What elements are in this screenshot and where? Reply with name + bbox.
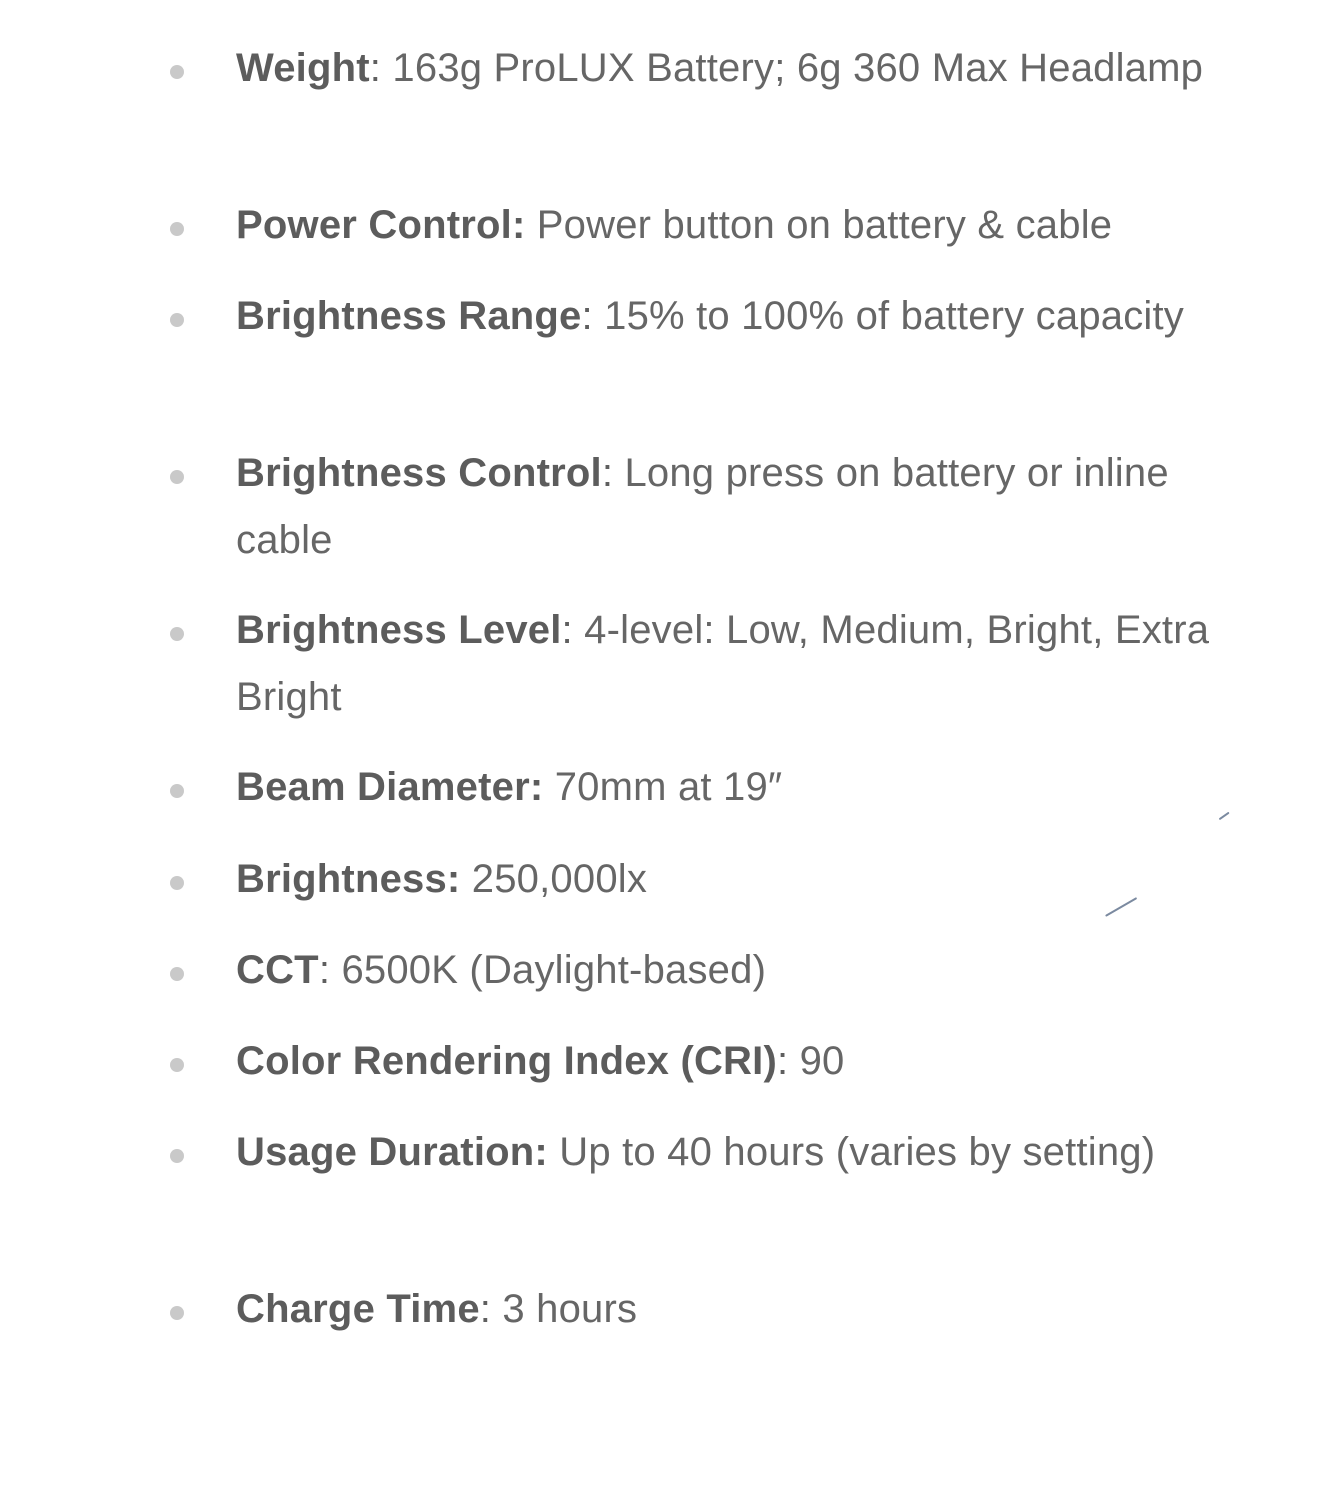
spec-item-brightness-range [236,283,1211,350]
spec-item-brightness [236,846,1211,913]
bullet-icon [170,1058,184,1072]
spec-label: Brightness: [236,857,461,901]
spec-item-brightness-control [236,440,1211,574]
spec-separator: : [776,1039,800,1083]
spec-value: 3 hours [502,1287,638,1331]
spec-item-power-control [236,192,1211,259]
spec-value: 90 [799,1039,845,1083]
spec-separator [548,1130,559,1174]
spec-item-weight [236,35,1211,102]
spec-separator: : [601,451,625,495]
stray-mark [1219,812,1230,820]
bullet-icon [170,222,184,236]
spec-value: 70mm at 19″ [554,765,783,809]
spec-separator [460,857,471,901]
spec-value: 6500K (Daylight-based) [341,948,767,992]
spec-value: 4-level: Low, Medium, Bright, Extra Bright [236,608,1210,719]
bullet-icon [170,65,184,79]
spec-label: Beam Diameter: [236,765,544,809]
spec-separator: : [369,46,393,90]
spec-label: Charge Time [236,1287,480,1331]
spec-label: Brightness Control [236,451,602,495]
bullet-icon [170,627,184,641]
spec-label: Color Rendering Index (CRI) [236,1039,777,1083]
spec-separator: : [561,608,585,652]
spec-value: 250,000lx [471,857,648,901]
bullet-icon [170,967,184,981]
spec-value: Up to 40 hours (varies by setting) [559,1130,1156,1174]
spec-label: Brightness Range [236,294,582,338]
spec-label: CCT [236,948,319,992]
spec-item-cct [236,937,1211,1004]
bullet-icon [170,876,184,890]
spec-label: Usage Duration: [236,1130,548,1174]
spec-value: 163g ProLUX Battery; 6g 360 Max Headlamp [392,46,1204,90]
spec-item-cri [236,1028,1211,1095]
spec-item-beam-diameter [236,754,1211,821]
spec-separator: : [479,1287,503,1331]
spec-value: Long press on battery or inline cable [236,451,1169,562]
spec-item-usage-duration [236,1119,1211,1186]
bullet-icon [170,1149,184,1163]
spec-label: Brightness Level [236,608,562,652]
spec-label: Power Control: [236,203,526,247]
spec-separator: : [581,294,605,338]
spec-value: 15% to 100% of battery capacity [604,294,1185,338]
bullet-icon [170,1306,184,1320]
bullet-icon [170,470,184,484]
spec-label: Weight [236,46,370,90]
spec-value: Power button on battery & cable [536,203,1113,247]
spec-separator [525,203,536,247]
bullet-icon [170,313,184,327]
bullet-icon [170,784,184,798]
spec-item-charge-time [236,1276,1211,1343]
spec-separator [543,765,554,809]
spec-separator: : [318,948,342,992]
spec-item-brightness-level [236,597,1211,731]
